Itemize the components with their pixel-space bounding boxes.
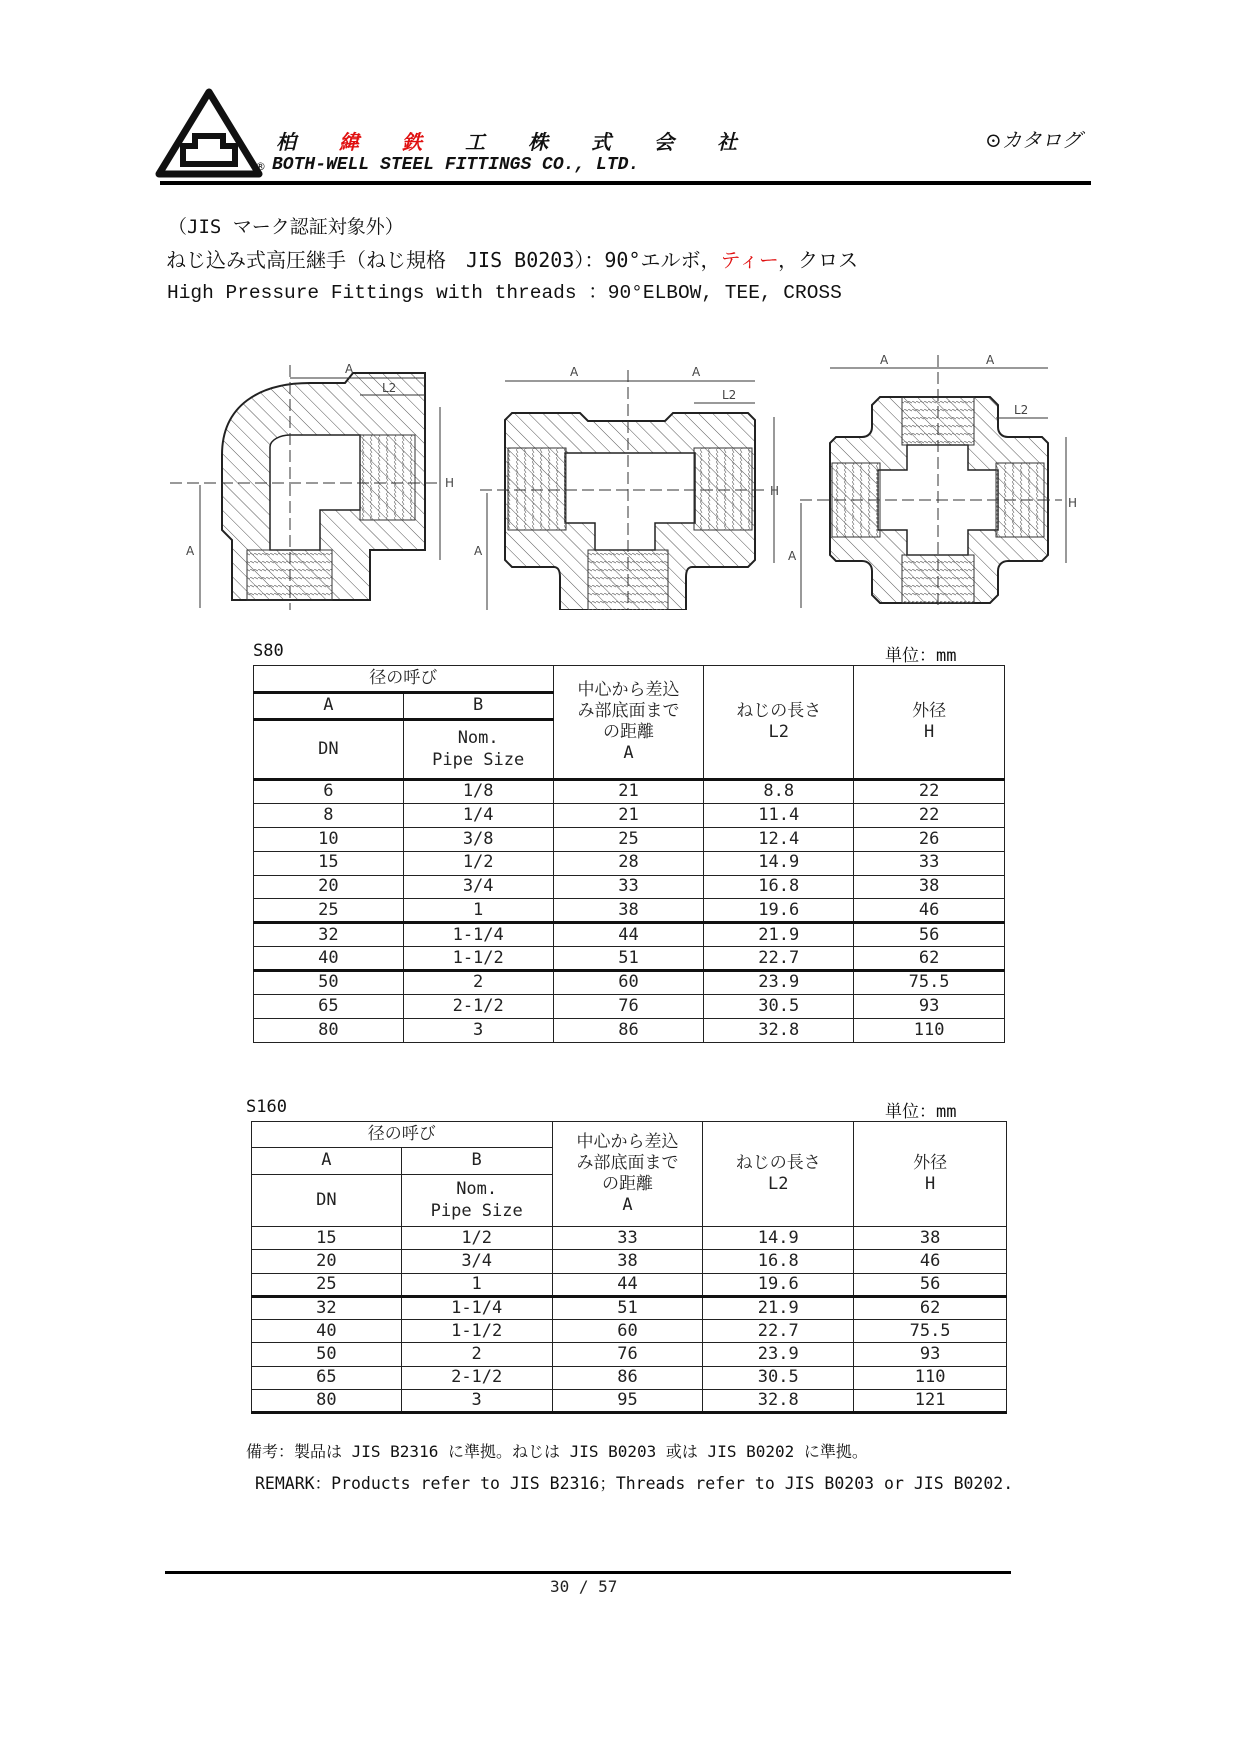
cell-nominal-pipe-size: 1/4 — [403, 803, 553, 827]
header-distance-l4: A — [622, 1195, 633, 1216]
company-name-jp — [276, 126, 780, 155]
company-name-char: 柏 — [276, 130, 296, 154]
company-name-char: 会 — [654, 130, 674, 154]
cell-thread-length-l2: 23.9 — [704, 971, 854, 995]
header-thread-length-l1: ねじの長さ — [735, 1152, 821, 1173]
cell-dn: 6 — [254, 780, 404, 804]
cell-dn: 15 — [252, 1227, 402, 1250]
header-thread-length — [704, 666, 854, 780]
header-thread-length-l2: L2 — [768, 722, 789, 742]
cell-outer-diameter-h: 46 — [854, 899, 1005, 923]
header-outer-diameter-l2: H — [924, 1174, 936, 1194]
header-distance-l1: 中心から差込 — [577, 679, 680, 700]
cell-nominal-pipe-size: 3 — [401, 1390, 552, 1413]
elbow-drawing — [170, 345, 460, 610]
cell-center-distance-a: 44 — [553, 923, 704, 947]
table-row — [252, 1273, 1007, 1296]
cell-center-distance-a: 21 — [553, 803, 704, 827]
header-thread-length — [703, 1122, 854, 1227]
cell-dn: 40 — [252, 1320, 402, 1343]
table-row — [252, 1343, 1007, 1366]
cell-nominal-pipe-size: 1/8 — [403, 780, 553, 804]
cell-thread-length-l2: 21.9 — [704, 923, 854, 947]
cell-center-distance-a: 60 — [552, 1320, 703, 1343]
cell-outer-diameter-h: 62 — [854, 947, 1005, 971]
cell-nominal-pipe-size: 1/2 — [401, 1227, 552, 1250]
table-row — [254, 827, 1005, 851]
header-thread-length-l1: ねじの長さ — [736, 700, 822, 721]
cell-center-distance-a: 60 — [553, 971, 704, 995]
header-distance-l2: み部底面まで — [577, 700, 680, 721]
cell-thread-length-l2: 22.7 — [703, 1320, 854, 1343]
header-outer-diameter-l1: 外径 — [912, 700, 947, 721]
cross-label-l2: L2 — [1014, 403, 1029, 417]
cross-label-a-right: A — [986, 353, 995, 367]
cell-center-distance-a: 38 — [552, 1250, 703, 1273]
remark-en: REMARK：Products refer to JIS B2316；Threads refer to JIS B0203 or JIS B0202. — [255, 1474, 1014, 1493]
cell-dn: 32 — [252, 1296, 402, 1319]
cell-outer-diameter-h: 38 — [854, 875, 1005, 899]
cell-outer-diameter-h: 110 — [854, 1366, 1007, 1389]
cell-dn: 65 — [252, 1366, 402, 1389]
cell-nominal-pipe-size: 1-1/2 — [403, 947, 553, 971]
cell-thread-length-l2: 32.8 — [703, 1390, 854, 1413]
cell-center-distance-a: 86 — [553, 1018, 704, 1042]
cell-center-distance-a: 95 — [552, 1390, 703, 1413]
cell-center-distance-a: 51 — [553, 947, 704, 971]
cell-dn: 20 — [252, 1250, 402, 1273]
cell-outer-diameter-h: 56 — [854, 923, 1005, 947]
cell-center-distance-a: 44 — [552, 1273, 703, 1296]
elbow-label-l2: L2 — [382, 381, 397, 395]
cell-nominal-pipe-size: 3 — [403, 1018, 553, 1042]
cell-thread-length-l2: 19.6 — [703, 1273, 854, 1296]
cell-nominal-pipe-size: 2-1/2 — [403, 995, 553, 1019]
cell-thread-length-l2: 14.9 — [704, 851, 854, 875]
cell-outer-diameter-h: 62 — [854, 1296, 1007, 1319]
cell-outer-diameter-h: 75.5 — [854, 971, 1005, 995]
cell-outer-diameter-h: 38 — [854, 1227, 1007, 1250]
cell-thread-length-l2: 16.8 — [703, 1250, 854, 1273]
header-distance-l4: A — [623, 743, 634, 764]
table-row — [252, 1227, 1007, 1250]
header-outer-diameter — [854, 1122, 1007, 1227]
table-row — [254, 780, 1005, 804]
cell-dn: 15 — [254, 851, 404, 875]
cell-center-distance-a: 25 — [553, 827, 704, 851]
header-distance-l3: の距離 — [601, 1174, 653, 1194]
cell-dn: 50 — [254, 971, 404, 995]
product-title-en: High Pressure Fittings with threads ：90°ELBOW, TEE, CROSS — [167, 282, 842, 304]
tee-drawing — [460, 345, 780, 610]
s160-label: S160 — [246, 1097, 287, 1117]
elbow-label-a-top: A — [345, 362, 354, 376]
table-row — [252, 1366, 1007, 1389]
cell-outer-diameter-h: 22 — [854, 780, 1005, 804]
header-nps — [403, 720, 553, 780]
cell-thread-length-l2: 23.9 — [703, 1343, 854, 1366]
header-distance — [553, 666, 704, 780]
header-outer-diameter — [854, 666, 1005, 780]
cell-center-distance-a: 51 — [552, 1296, 703, 1319]
s80-unit: 単位：mm — [885, 646, 957, 666]
cell-dn: 25 — [254, 899, 404, 923]
cell-thread-length-l2: 22.7 — [704, 947, 854, 971]
cell-thread-length-l2: 8.8 — [704, 780, 854, 804]
cell-outer-diameter-h: 110 — [854, 1018, 1005, 1042]
cell-nominal-pipe-size: 3/4 — [401, 1250, 552, 1273]
cell-outer-diameter-h: 46 — [854, 1250, 1007, 1273]
header-col-b: B — [401, 1148, 552, 1175]
tee-label-a-right: A — [692, 365, 701, 379]
product-title-jp — [166, 244, 858, 273]
table-row — [254, 971, 1005, 995]
cell-nominal-pipe-size: 3/8 — [403, 827, 553, 851]
company-name-char: 工 — [465, 130, 485, 154]
table-row — [252, 1320, 1007, 1343]
cell-thread-length-l2: 14.9 — [703, 1227, 854, 1250]
cell-thread-length-l2: 32.8 — [704, 1018, 854, 1042]
cell-thread-length-l2: 16.8 — [704, 875, 854, 899]
cell-dn: 80 — [254, 1018, 404, 1042]
table-row — [252, 1296, 1007, 1319]
header-rule — [160, 181, 1091, 185]
s80-table — [253, 665, 1005, 1043]
header-col-a: A — [252, 1148, 402, 1175]
page-number: 30 / 57 — [550, 1577, 618, 1596]
cell-dn: 10 — [254, 827, 404, 851]
company-name-en: BOTH-WELL STEEL FITTINGS CO., LTD. — [272, 155, 640, 175]
header-outer-diameter-l1: 外径 — [913, 1152, 948, 1173]
table-row — [254, 803, 1005, 827]
cell-dn: 40 — [254, 947, 404, 971]
remark-jp: 備考：製品は JIS B2316 に準拠。ねじは JIS B0203 或は JIS B0202 に準拠。 — [246, 1442, 868, 1461]
table-row — [254, 899, 1005, 923]
cell-center-distance-a: 38 — [553, 899, 704, 923]
cell-nominal-pipe-size: 1-1/2 — [401, 1320, 552, 1343]
header-col-b: B — [403, 693, 553, 720]
header-thread-length-l2: L2 — [768, 1174, 789, 1194]
cell-outer-diameter-h: 33 — [854, 851, 1005, 875]
cell-nominal-pipe-size: 3/4 — [403, 875, 553, 899]
cell-center-distance-a: 76 — [553, 995, 704, 1019]
table-row — [254, 923, 1005, 947]
cell-thread-length-l2: 12.4 — [704, 827, 854, 851]
header-nps — [401, 1175, 552, 1227]
header-distance-l2: み部底面まで — [576, 1152, 679, 1173]
s160-rows — [252, 1227, 1007, 1413]
cell-thread-length-l2: 30.5 — [704, 995, 854, 1019]
cell-dn: 20 — [254, 875, 404, 899]
jis-mark-note: （JIS マーク認証対象外） — [168, 216, 404, 238]
header-outer-diameter-l2: H — [923, 722, 935, 742]
header-nominal: 径の呼び — [254, 666, 554, 693]
header-nominal: 径の呼び — [252, 1122, 553, 1148]
cell-thread-length-l2: 21.9 — [703, 1296, 854, 1319]
cell-nominal-pipe-size: 2-1/2 — [401, 1366, 552, 1389]
cell-nominal-pipe-size: 1 — [401, 1273, 552, 1296]
product-title-jp-part2: ，クロス — [778, 248, 859, 272]
company-logo — [155, 88, 263, 180]
cell-outer-diameter-h: 56 — [854, 1273, 1007, 1296]
cell-thread-length-l2: 11.4 — [704, 803, 854, 827]
header-dn: DN — [252, 1175, 402, 1227]
cell-nominal-pipe-size: 1-1/4 — [401, 1296, 552, 1319]
company-name-char: 社 — [717, 130, 737, 154]
elbow-label-h: H — [445, 476, 455, 490]
tee-label-l2: L2 — [722, 388, 737, 402]
s80-rows — [254, 780, 1005, 1043]
tee-label-a-left: A — [570, 365, 579, 379]
cell-outer-diameter-h: 75.5 — [854, 1320, 1007, 1343]
table-row — [254, 1018, 1005, 1042]
cell-thread-length-l2: 19.6 — [704, 899, 854, 923]
header-distance — [552, 1122, 703, 1227]
cell-dn: 80 — [252, 1390, 402, 1413]
header-col-a: A — [254, 693, 404, 720]
table-row — [252, 1390, 1007, 1413]
table-row — [254, 851, 1005, 875]
cell-center-distance-a: 21 — [553, 780, 704, 804]
table-row — [254, 875, 1005, 899]
s160-table — [251, 1121, 1007, 1414]
header-dn: DN — [254, 720, 404, 780]
cell-outer-diameter-h: 121 — [854, 1390, 1007, 1413]
cell-dn: 65 — [254, 995, 404, 1019]
header-nps-l1: Nom. — [456, 1179, 498, 1200]
cell-center-distance-a: 28 — [553, 851, 704, 875]
cell-dn: 32 — [254, 923, 404, 947]
tee-label-a-side: A — [474, 544, 483, 558]
catalog-label: ⊙カタログ — [985, 128, 1082, 152]
cell-nominal-pipe-size: 2 — [403, 971, 553, 995]
company-name-char: 緯 — [339, 130, 359, 154]
table-row — [254, 995, 1005, 1019]
product-title-jp-part1: ねじ込み式高圧継手（ねじ規格 JIS B0203）：90°エルボ， — [166, 248, 721, 272]
cell-dn: 25 — [252, 1273, 402, 1296]
cell-outer-diameter-h: 93 — [854, 1343, 1007, 1366]
cell-thread-length-l2: 30.5 — [703, 1366, 854, 1389]
cell-outer-diameter-h: 22 — [854, 803, 1005, 827]
cell-nominal-pipe-size: 1-1/4 — [403, 923, 553, 947]
cell-nominal-pipe-size: 2 — [401, 1343, 552, 1366]
cross-label-a-side: A — [788, 549, 797, 563]
tee-label-h: H — [770, 484, 780, 498]
elbow-label-a-side: A — [186, 544, 195, 558]
s80-label: S80 — [253, 641, 284, 661]
table-row — [254, 947, 1005, 971]
cell-center-distance-a: 33 — [553, 875, 704, 899]
header-distance-l3: の距離 — [602, 722, 654, 742]
company-name-char: 株 — [528, 130, 548, 154]
header-nps-l2: Pipe Size — [432, 749, 525, 770]
cell-center-distance-a: 33 — [552, 1227, 703, 1250]
cell-nominal-pipe-size: 1 — [403, 899, 553, 923]
cell-center-distance-a: 86 — [552, 1366, 703, 1389]
footer-rule — [165, 1571, 1011, 1574]
cell-center-distance-a: 76 — [552, 1343, 703, 1366]
header-nps-l2: Pipe Size — [430, 1200, 523, 1221]
cell-outer-diameter-h: 26 — [854, 827, 1005, 851]
header-nps-l1: Nom. — [457, 728, 499, 749]
cell-dn: 50 — [252, 1343, 402, 1366]
header-distance-l1: 中心から差込 — [576, 1131, 679, 1152]
registered-mark: ® — [255, 160, 266, 173]
product-title-jp-tee: ティー — [720, 248, 779, 272]
company-name-char: 式 — [591, 130, 611, 154]
company-name-char: 鉄 — [402, 130, 422, 154]
cross-label-a-left: A — [880, 353, 889, 367]
cell-outer-diameter-h: 93 — [854, 995, 1005, 1019]
table-row — [252, 1250, 1007, 1273]
s160-unit: 単位：mm — [885, 1102, 957, 1122]
cell-dn: 8 — [254, 803, 404, 827]
cell-nominal-pipe-size: 1/2 — [403, 851, 553, 875]
cross-drawing — [780, 345, 1080, 610]
cross-label-h: H — [1068, 496, 1078, 510]
